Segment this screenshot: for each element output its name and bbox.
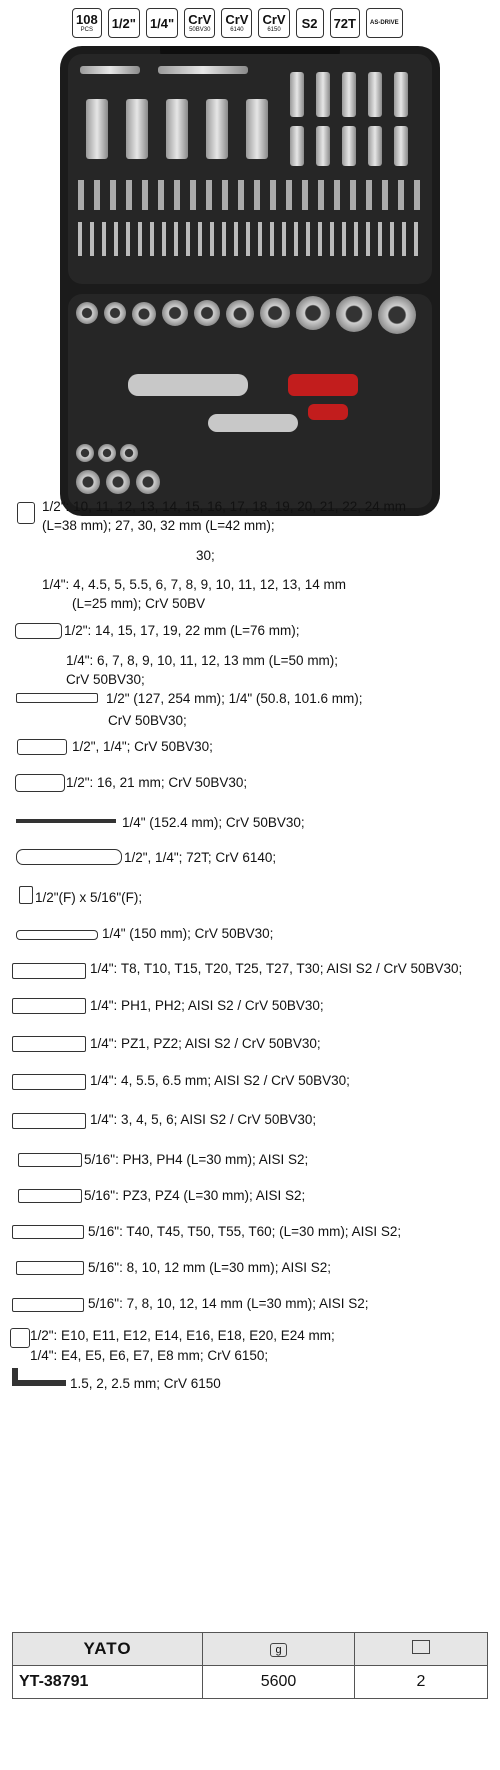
badge-crv-50bv30: CrV 50BV30: [184, 8, 215, 38]
flat-bit-icon: [16, 1261, 84, 1275]
spark-plug-socket-icon: [15, 774, 65, 792]
badge-as-drive: AS-DRIVE: [366, 8, 403, 38]
socket-icon: [17, 502, 35, 524]
spec-line: CrV 50BV30;: [108, 713, 187, 728]
spec-line: 1/4": 3, 4, 5, 6; AISI S2 / CrV 50BV30;: [90, 1112, 317, 1127]
spec-line: 5/16": T40, T45, T50, T55, T60; (L=30 mm); AISI S2;: [88, 1224, 402, 1239]
spec-line: 1/2", 1/4"; 72T; CrV 6140;: [124, 850, 277, 865]
badge-half-drive: 1/2": [108, 8, 140, 38]
package-icon: [355, 1633, 488, 1666]
spec-line: 5/16": 7, 8, 10, 12, 14 mm (L=30 mm); AISI S2;: [88, 1296, 369, 1311]
spec-line: 1/2": 14, 15, 17, 19, 22 mm (L=76 mm);: [64, 623, 300, 638]
universal-joint-icon: [17, 739, 67, 755]
spec-line: 1/4": PZ1, PZ2; AISI S2 / CrV 50BV30;: [90, 1036, 321, 1051]
badge-quarter-drive: 1/4": [146, 8, 178, 38]
spec-line: (L=25 mm); CrV 50BV: [72, 596, 206, 611]
phillips-bit-socket-icon: [12, 998, 86, 1014]
torx-bit-icon: [12, 1225, 84, 1239]
brand-logo: YATO: [13, 1633, 203, 1666]
product-table: [12, 1632, 488, 1699]
package-quantity: 2: [355, 1666, 488, 1699]
spec-line: 1.5, 2, 2.5 mm; CrV 6150: [70, 1376, 221, 1391]
spec-line: 1/2"(F) x 5/16"(F);: [35, 890, 143, 905]
deep-socket-icon: [15, 623, 62, 639]
spec-line: 1/4": T8, T10, T15, T20, T25, T27, T30; AISI S2 / CrV 50BV30;: [90, 961, 463, 976]
spec-line: 1/2" (127, 254 mm); 1/4" (50.8, 101.6 mm);: [106, 691, 363, 706]
spec-line: 1/4" (152.4 mm); CrV 50BV30;: [122, 815, 305, 830]
badge-crv-6150: CrV 6150: [258, 8, 289, 38]
case-base: [68, 294, 432, 508]
phillips-bit-icon: [18, 1153, 82, 1167]
flat-bit-socket-icon: [12, 1074, 86, 1090]
spec-line: 5/16": 8, 10, 12 mm (L=30 mm); AISI S2;: [88, 1260, 332, 1275]
spec-line: 1/4": E4, E5, E6, E7, E8 mm; CrV 6150;: [30, 1348, 269, 1363]
spec-line: 5/16": PZ3, PZ4 (L=30 mm); AISI S2;: [84, 1188, 306, 1203]
spec-line: 5/16": PH3, PH4 (L=30 mm); AISI S2;: [84, 1152, 309, 1167]
spec-badges: [72, 8, 403, 38]
spinner-handle-icon: [16, 930, 98, 940]
badge-s2: S2: [296, 8, 324, 38]
ratchet-icon: [16, 849, 122, 865]
sliding-t-bar-icon: [16, 819, 116, 823]
case-lid: [68, 54, 432, 284]
table-header-row: [13, 1633, 488, 1666]
hex-bit-icon: [12, 1298, 84, 1312]
badge-72t: 72T: [330, 8, 360, 38]
hex-bit-socket-icon: [12, 1113, 86, 1129]
product-code: YT-38791: [13, 1666, 203, 1699]
spec-line: CrV 50BV30;: [66, 672, 145, 687]
weight-icon: g: [203, 1633, 355, 1666]
pozidriv-bit-icon: [18, 1189, 82, 1203]
e-torx-socket-icon: [10, 1328, 30, 1348]
hex-key-icon: [12, 1368, 66, 1386]
spec-line: 1/2", 1/4"; CrV 50BV30;: [72, 739, 213, 754]
pozidriv-bit-socket-icon: [12, 1036, 86, 1052]
spec-line: 1/4" (150 mm); CrV 50BV30;: [102, 926, 274, 941]
badge-pcs: 108 PCS: [72, 8, 102, 38]
adapter-icon: [19, 886, 33, 904]
spec-line: 1/4": 6, 7, 8, 9, 10, 11, 12, 13 mm (L=50 mm);: [66, 653, 339, 668]
spec-line: (L=38 mm); 27, 30, 32 mm (L=42 mm);: [42, 518, 275, 533]
table-row: [13, 1666, 488, 1699]
spec-line: 30;: [196, 548, 215, 563]
spec-line: 1/4": PH1, PH2; AISI S2 / CrV 50BV30;: [90, 998, 324, 1013]
spec-line: 1/2": 10, 11, 12, 13, 14, 15, 16, 17, 18, 19, 20, 21, 22, 24 mm: [42, 499, 407, 514]
torx-bit-socket-icon: [12, 963, 86, 979]
badge-crv-6140: CrV 6140: [221, 8, 252, 38]
spec-line: 1/2": 16, 21 mm; CrV 50BV30;: [66, 775, 248, 790]
extension-bar-icon: [16, 693, 98, 703]
spec-line: 1/4": 4, 4.5, 5, 5.5, 6, 7, 8, 9, 10, 11, 12, 13, 14 mm: [42, 577, 346, 592]
spec-line: 1/4": 4, 5.5, 6.5 mm; AISI S2 / CrV 50BV30;: [90, 1073, 350, 1088]
tool-case-image: [60, 46, 440, 516]
weight-value: 5600: [203, 1666, 355, 1699]
spec-line: 1/2": E10, E11, E12, E14, E16, E18, E20, E24 mm;: [30, 1328, 335, 1343]
